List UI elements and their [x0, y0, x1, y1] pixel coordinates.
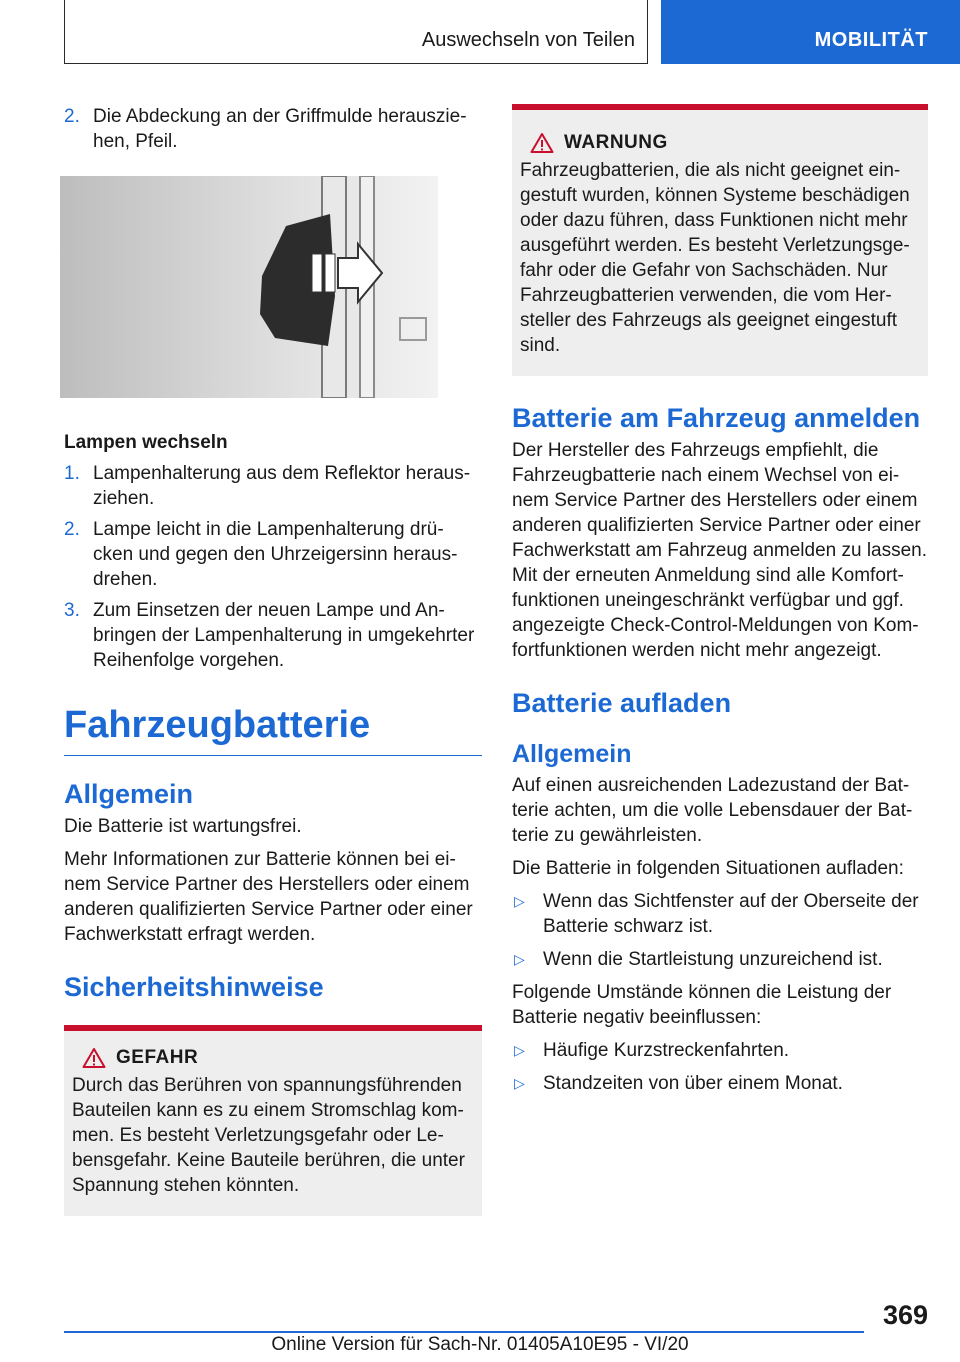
- step-item: [64, 461, 482, 511]
- list-item: [512, 1038, 928, 1063]
- lamp-heading: Lampen wechseln: [64, 432, 228, 453]
- danger-notice: [64, 1025, 482, 1216]
- header-title-box: [64, 0, 648, 64]
- charge-paragraph: Die Batterie in folgenden Situationen aufladen:: [512, 858, 904, 879]
- list-item: [512, 947, 928, 972]
- notice-text: Fahrzeugbatterien, die als nicht geeignet ein-gestuft wurden, können Systeme beschädigen oder dazu führen, dass Funktionen nicht mehr ausgeführt werden. Es besteht Verletzungsge-fahr oder die Gefahr von Sachschäden. Nur Fahrzeugbatterien verwenden, die vom Her-steller des Fahrzeugs als geeignet eingestuft sind.: [520, 160, 910, 356]
- section-title: Fahrzeugbatterie: [64, 703, 482, 756]
- charge-paragraph: Auf einen ausreichenden Ladezustand der Bat-terie achten, um die volle Lebensdauer der Bat-terie zu gewährleisten.: [512, 775, 913, 846]
- charge-subheading: Allgemein: [512, 740, 632, 768]
- step-text: Die Abdeckung an der Griffmulde herauszie-hen, Pfeil.: [93, 106, 467, 152]
- list-item-text: Standzeiten von über einem Monat.: [543, 1073, 843, 1094]
- step-number: 2.: [64, 106, 80, 127]
- charge-heading: Batterie aufladen: [512, 688, 732, 718]
- general-paragraph: Mehr Informationen zur Batterie können bei ei-nem Service Partner des Herstellers oder einem anderen qualifizierten Service Partner oder einer Fachwerkstatt erfragt werden.: [64, 849, 473, 945]
- step-number: 2.: [64, 519, 80, 540]
- page-number: 369: [882, 1300, 928, 1330]
- step-number: 1.: [64, 463, 80, 484]
- register-paragraph: Der Hersteller des Fahrzeugs empfiehlt, die Fahrzeugbatterie nach einem Wechsel von ei-nem Service Partner des Herstellers oder einem anderen qualifizierten Service Partner oder einer Fachwerkstatt am Fahrzeug anmelden zu lassen. Mit der erneuten Anmeldung sind alle Komfort-funktionen uneingeschränkt verfügbar und ggf. angezeigte Check-Control-Meldungen von Kom-fortfunktionen werden nicht mehr angezeigt.: [512, 440, 928, 661]
- list-item-text: Häufige Kurzstreckenfahrten.: [543, 1040, 790, 1061]
- step-text: Lampe leicht in die Lampenhalterung drü-cken und gegen den Uhrzeigersinn heraus-drehen.: [93, 519, 458, 590]
- right-column: [512, 104, 928, 1104]
- header-section-tab: [661, 0, 960, 64]
- safety-heading: Sicherheitshinweise: [64, 972, 324, 1002]
- notice-text: Durch das Berühren von spannungsführenden Bauteilen kann es zu einem Stromschlag kom-men. Es besteht Verletzungsgefahr oder Le-bensgefahr. Keine Bauteile berühren, die unter Spannung stehen könnten.: [72, 1075, 465, 1196]
- cover-removal-photo: [60, 176, 438, 398]
- register-heading: Batterie am Fahrzeug anmelden: [512, 403, 921, 433]
- warning-notice: [512, 104, 928, 376]
- general-paragraph: Die Batterie ist wartungsfrei.: [64, 816, 302, 837]
- bullet-triangle-icon: ▷: [514, 1042, 525, 1058]
- cover-removal-illustration: [60, 176, 438, 398]
- step-text: Lampenhalterung aus dem Reflektor heraus-ziehen.: [93, 463, 471, 509]
- charge-paragraph: Folgende Umstände können die Leistung der Batterie negativ beeinflussen:: [512, 982, 892, 1028]
- header-title: Auswechseln von Teilen: [421, 29, 635, 51]
- list-item: [512, 1071, 928, 1096]
- general-heading: Allgemein: [64, 779, 194, 809]
- bullet-triangle-icon: ▷: [514, 1075, 525, 1091]
- list-item: [512, 889, 928, 939]
- step-text: Zum Einsetzen der neuen Lampe und An-bringen der Lampenhalterung in umgekehrter Reihenfolge vorgehen.: [93, 600, 475, 671]
- list-item-text: Wenn die Startleistung unzureichend ist.: [543, 949, 883, 970]
- step-number: 3.: [64, 600, 80, 621]
- warning-triangle-icon: [520, 132, 564, 154]
- bullet-triangle-icon: ▷: [514, 893, 525, 909]
- notice-title: WARNUNG: [564, 132, 668, 153]
- step-item: [64, 104, 482, 154]
- notice-title: GEFAHR: [116, 1047, 199, 1068]
- step-item: [64, 517, 482, 592]
- list-item-text: Wenn das Sichtfenster auf der Oberseite der Batterie schwarz ist.: [543, 891, 919, 937]
- bullet-triangle-icon: ▷: [514, 951, 525, 967]
- header-section-label: MOBILITÄT: [814, 29, 928, 51]
- left-column: [64, 104, 482, 1216]
- warning-triangle-icon: [72, 1047, 116, 1069]
- step-item: [64, 598, 482, 673]
- footer-divider: [64, 1331, 864, 1333]
- footer-text: Online Version für Sach-Nr. 01405A10E95 - VI/20: [271, 1334, 689, 1355]
